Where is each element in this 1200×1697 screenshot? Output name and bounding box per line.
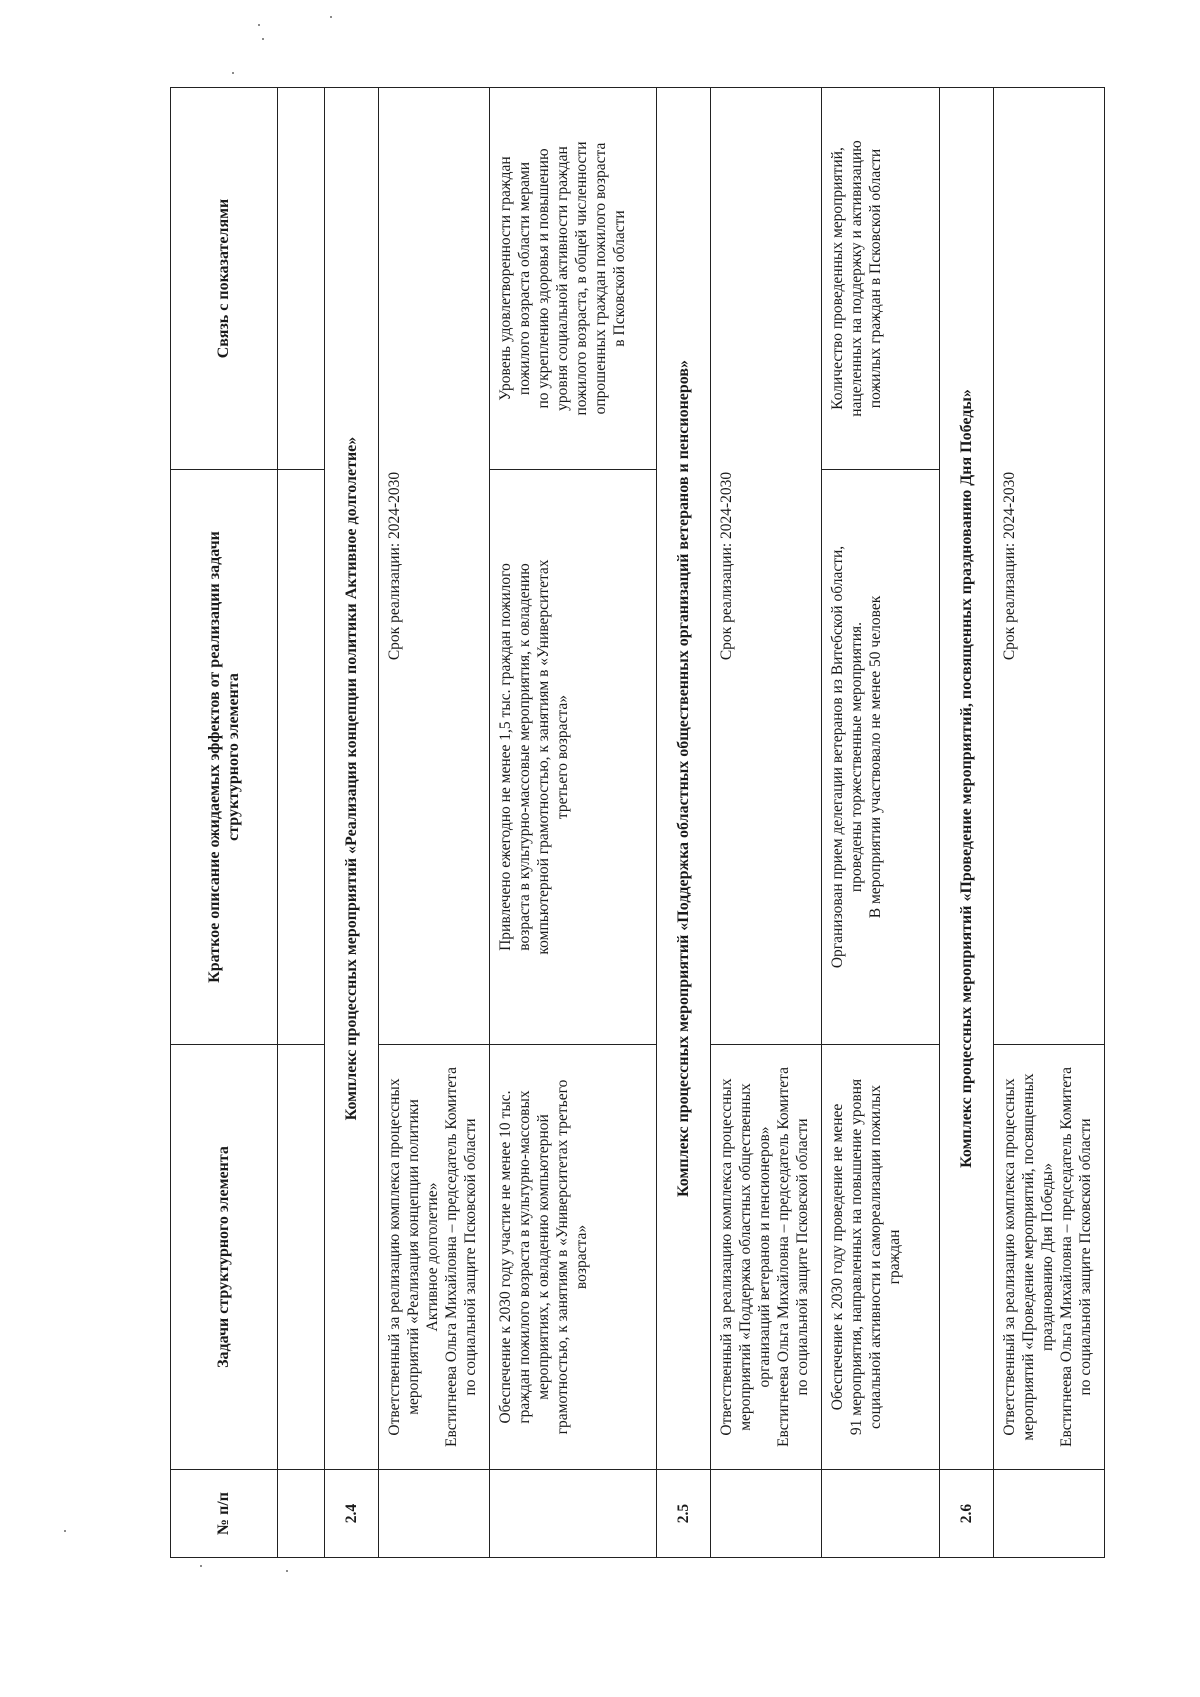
header-num: № п/п (171, 1470, 278, 1558)
section-number: 2.4 (325, 1470, 379, 1558)
effect-cell: Привлечено ежегодно не менее 1,5 тыс. граждан пожилого возраста в культурно-массовые мероприятия, к овладению компьютерной грамотностью, к занятиям в «Университетах третьего возраста» (489, 470, 657, 1045)
empty-row (277, 88, 325, 1558)
section-number: 2.5 (657, 1470, 711, 1558)
task-row (821, 88, 940, 1558)
task-cell: Обеспечение к 2030 году участие не менее 10 тыс. граждан пожилого возраста в культурно-массовых мероприятиях, к овладению компьютерной грамотностью, к занятиям в «Университетах третьего возраста» (489, 1045, 657, 1470)
responsible-cell: Ответственный за реализацию комплекса процессных мероприятий «Проведение мероприятий, посвященных празднованию Дня Победы» Евстигнеева Ольга Михайловна – председатель Комитета по социальной защите Псковской области (994, 1045, 1105, 1470)
responsible-row (711, 88, 822, 1558)
empty-cell (277, 88, 325, 470)
section-row (940, 88, 994, 1558)
indicator-cell: Уровень удовлетворенности граждан пожилого возраста области мерами по укреплению здоровья и повышению уровня социальной активности граждан пожилого возраста, в общей численности опрошенных граждан пожилого возраста в Псковской области (489, 88, 657, 470)
responsible-cell: Ответственный за реализацию комплекса процессных мероприятий «Поддержка областных общественных организаций ветеранов и пенсионеров» Евстигнеева Ольга Михайловна – председатель Комитета по социальной защите Псковской области (711, 1045, 822, 1470)
responsible-cell: Ответственный за реализацию комплекса процессных мероприятий «Реализация концепции политики Активное долголетие» Евстигнеева Ольга Михайловна – председатель Комитета по социальной защите Псковской области (379, 1045, 490, 1470)
header-row (171, 88, 278, 1558)
empty-cell (489, 1470, 657, 1558)
section-title: Комплекс процессных мероприятий «Проведение мероприятий, посвященных празднованию Дня Победы» (940, 88, 994, 1470)
empty-cell (711, 1470, 822, 1558)
rotated-table-wrapper (170, 88, 1105, 1558)
indicator-cell: Количество проведенных мероприятий, нацеленных на поддержку и активизацию пожилых граждан в Псковской области (821, 88, 940, 470)
header-task: Задачи структурного элемента (171, 1045, 278, 1470)
empty-cell (994, 1470, 1105, 1558)
section-title: Комплекс процессных мероприятий «Поддержка областных общественных организаций ветеранов и пенсионеров» (657, 88, 711, 1470)
section-number: 2.6 (940, 1470, 994, 1558)
empty-cell (277, 1470, 325, 1558)
responsible-row (994, 88, 1105, 1558)
term-cell: Срок реализации: 2024-2030 (379, 88, 490, 1045)
section-title: Комплекс процессных мероприятий «Реализация концепции политики Активное долголетие» (325, 88, 379, 1470)
section-row (325, 88, 379, 1558)
term-cell: Срок реализации: 2024-2030 (711, 88, 822, 1045)
task-row (489, 88, 657, 1558)
empty-cell (277, 470, 325, 1045)
program-table (170, 87, 1105, 1558)
empty-cell (277, 1045, 325, 1470)
header-effect: Краткое описание ожидаемых эффектов от реализации задачи структурного элемента (171, 470, 278, 1045)
header-link: Связь с показателями (171, 88, 278, 470)
empty-cell (821, 1470, 940, 1558)
empty-cell (379, 1470, 490, 1558)
effect-cell: Организован прием делегации ветеранов из Витебской области, проведены торжественные мероприятия. В мероприятии участвовало не менее 50 человек (821, 470, 940, 1045)
term-cell: Срок реализации: 2024-2030 (994, 88, 1105, 1045)
section-row (657, 88, 711, 1558)
responsible-row (379, 88, 490, 1558)
task-cell: Обеспечение к 2030 году проведение не менее 91 мероприятия, направленных на повышение уровня социальной активности и самореализации пожилых граждан (821, 1045, 940, 1470)
